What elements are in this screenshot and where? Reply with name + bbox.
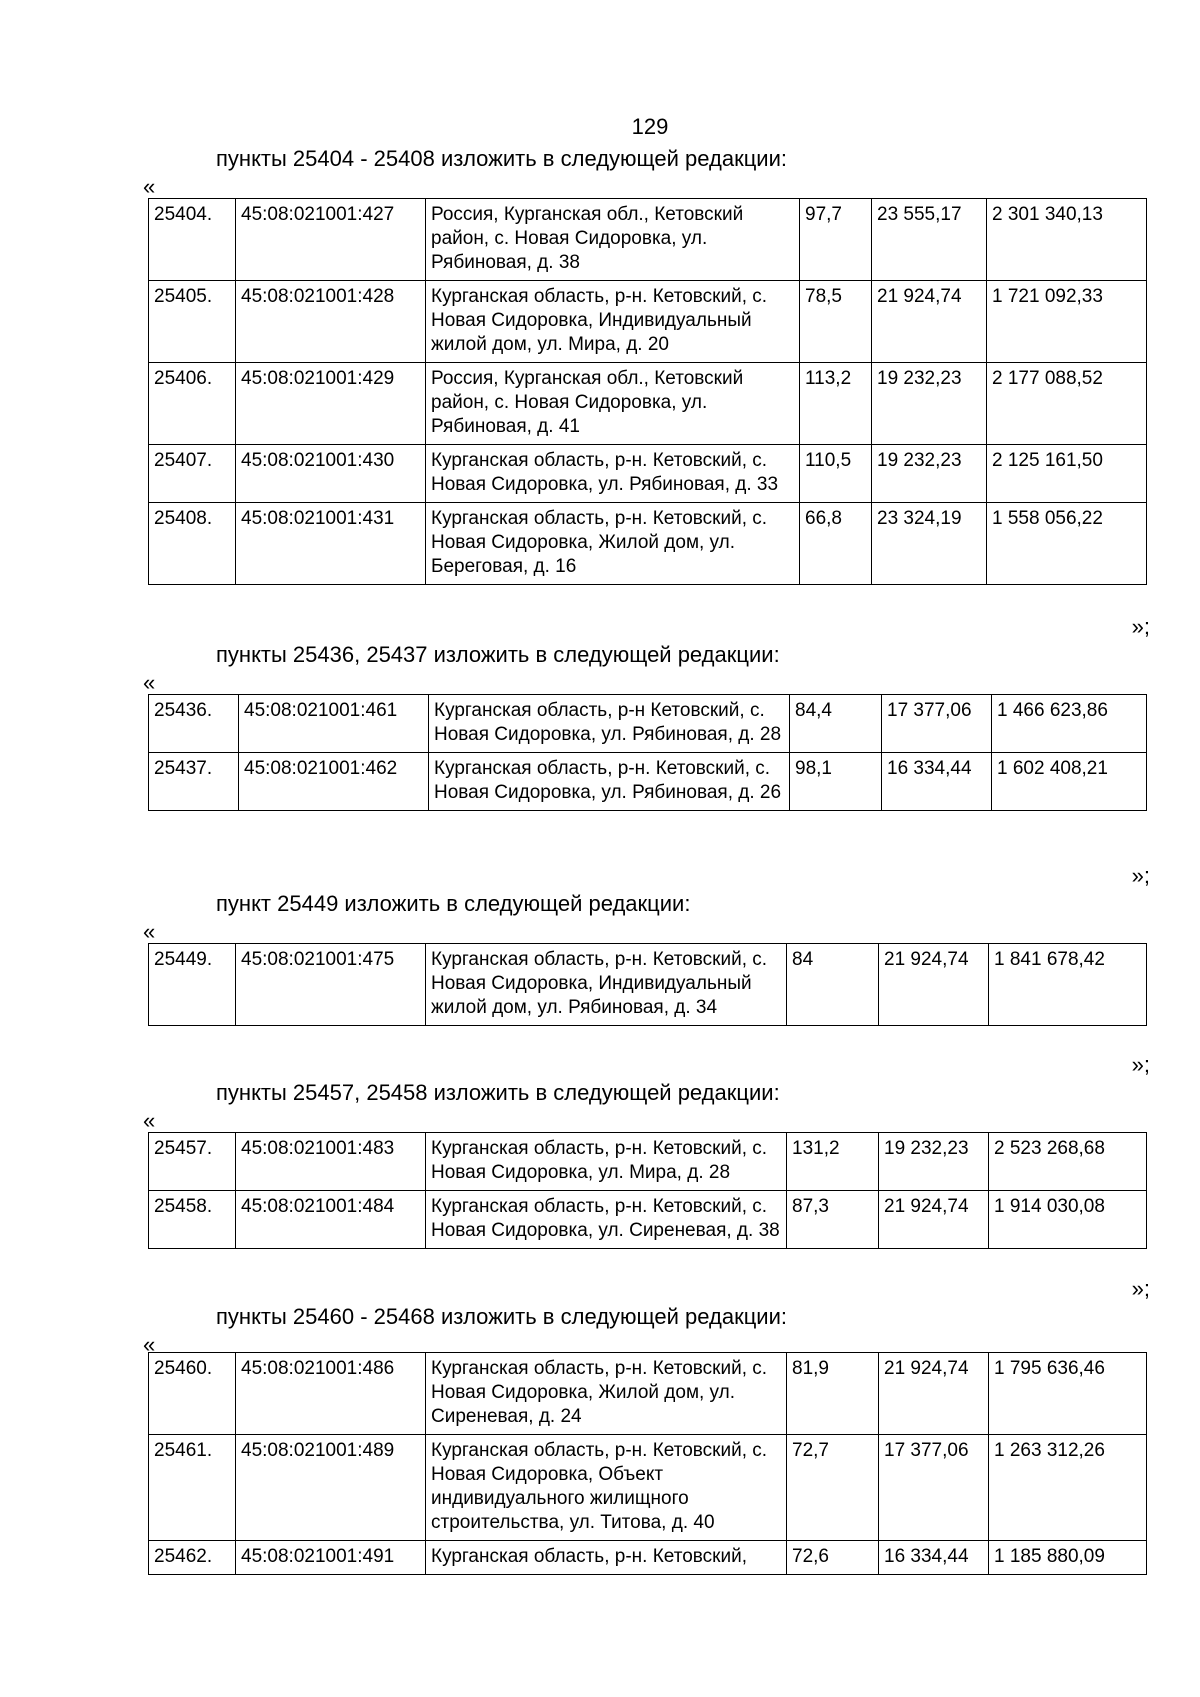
cadastral-number: 45:08:021001:428 — [236, 281, 426, 363]
area: 66,8 — [800, 503, 872, 585]
rate: 21 924,74 — [879, 1191, 989, 1249]
section-instruction: пункты 25436, 25437 изложить в следующей редакции: — [216, 642, 780, 667]
area: 72,7 — [787, 1435, 879, 1541]
area: 131,2 — [787, 1133, 879, 1191]
rate: 19 232,23 — [872, 363, 987, 445]
cadastral-number: 45:08:021001:483 — [236, 1133, 426, 1191]
amendment-table — [148, 1132, 1147, 1249]
opening-quote: « — [143, 1332, 156, 1357]
address: Курганская область, р-н. Кетовский, — [426, 1541, 787, 1575]
cadastral-value: 2 177 088,52 — [987, 363, 1147, 445]
item-number: 25405. — [149, 281, 236, 363]
table-row — [149, 199, 1147, 281]
area: 97,7 — [800, 199, 872, 281]
cadastral-number: 45:08:021001:484 — [236, 1191, 426, 1249]
cadastral-value: 1 558 056,22 — [987, 503, 1147, 585]
table-row — [149, 445, 1147, 503]
area: 110,5 — [800, 445, 872, 503]
rate: 23 555,17 — [872, 199, 987, 281]
area: 113,2 — [800, 363, 872, 445]
address: Россия, Курганская обл., Кетовский район, с. Новая Сидоровка, ул. Рябиновая, д. 38 — [426, 199, 800, 281]
cadastral-value: 2 125 161,50 — [987, 445, 1147, 503]
table-row — [149, 695, 1147, 753]
address: Курганская область, р-н Кетовский, с. Новая Сидоровка, ул. Рябиновая, д. 28 — [429, 695, 790, 753]
section-instruction: пункт 25449 изложить в следующей редакции: — [216, 891, 691, 916]
item-number: 25462. — [149, 1541, 236, 1575]
table-row — [149, 1541, 1147, 1575]
amendment-table — [148, 1352, 1147, 1575]
cadastral-number: 45:08:021001:486 — [236, 1353, 426, 1435]
item-number: 25457. — [149, 1133, 236, 1191]
cadastral-value: 1 185 880,09 — [989, 1541, 1147, 1575]
rate: 19 232,23 — [872, 445, 987, 503]
item-number: 25461. — [149, 1435, 236, 1541]
opening-quote: « — [143, 919, 156, 944]
cadastral-number: 45:08:021001:430 — [236, 445, 426, 503]
cadastral-number: 45:08:021001:475 — [236, 944, 426, 1026]
amendment-table — [148, 198, 1147, 585]
rate: 21 924,74 — [872, 281, 987, 363]
table-row — [149, 1353, 1147, 1435]
cadastral-number: 45:08:021001:429 — [236, 363, 426, 445]
table-row — [149, 1435, 1147, 1541]
closing-quote: »; — [1131, 1276, 1150, 1301]
cadastral-value: 2 301 340,13 — [987, 199, 1147, 281]
address: Курганская область, р-н. Кетовский, с. Новая Сидоровка, ул. Сиреневая, д. 38 — [426, 1191, 787, 1249]
rate: 17 377,06 — [879, 1435, 989, 1541]
area: 72,6 — [787, 1541, 879, 1575]
table-row — [149, 281, 1147, 363]
closing-quote: »; — [1131, 614, 1150, 639]
item-number: 25404. — [149, 199, 236, 281]
cadastral-value: 1 602 408,21 — [992, 753, 1147, 811]
table-row — [149, 503, 1147, 585]
address: Курганская область, р-н. Кетовский, с. Новая Сидоровка, Индивидуальный жилой дом, ул. Мира, д. 20 — [426, 281, 800, 363]
rate: 19 232,23 — [879, 1133, 989, 1191]
area: 81,9 — [787, 1353, 879, 1435]
cadastral-value: 1 795 636,46 — [989, 1353, 1147, 1435]
item-number: 25406. — [149, 363, 236, 445]
table-row — [149, 1191, 1147, 1249]
table-row — [149, 753, 1147, 811]
area: 84,4 — [790, 695, 882, 753]
address: Курганская область, р-н. Кетовский, с. Новая Сидоровка, Жилой дом, ул. Сиреневая, д. 24 — [426, 1353, 787, 1435]
cadastral-value: 1 263 312,26 — [989, 1435, 1147, 1541]
address: Курганская область, р-н. Кетовский, с. Новая Сидоровка, ул. Мира, д. 28 — [426, 1133, 787, 1191]
table-row — [149, 1133, 1147, 1191]
cadastral-value: 1 914 030,08 — [989, 1191, 1147, 1249]
rate: 23 324,19 — [872, 503, 987, 585]
cadastral-number: 45:08:021001:491 — [236, 1541, 426, 1575]
rate: 16 334,44 — [879, 1541, 989, 1575]
item-number: 25449. — [149, 944, 236, 1026]
item-number: 25458. — [149, 1191, 236, 1249]
cadastral-value: 2 523 268,68 — [989, 1133, 1147, 1191]
cadastral-value: 1 841 678,42 — [989, 944, 1147, 1026]
table-row — [149, 363, 1147, 445]
opening-quote: « — [143, 174, 156, 199]
cadastral-number: 45:08:021001:461 — [239, 695, 429, 753]
address: Россия, Курганская обл., Кетовский район, с. Новая Сидоровка, ул. Рябиновая, д. 41 — [426, 363, 800, 445]
area: 84 — [787, 944, 879, 1026]
section-instruction: пункты 25457, 25458 изложить в следующей редакции: — [216, 1080, 780, 1105]
item-number: 25408. — [149, 503, 236, 585]
cadastral-number: 45:08:021001:427 — [236, 199, 426, 281]
closing-quote: »; — [1131, 1052, 1150, 1077]
address: Курганская область, р-н. Кетовский, с. Новая Сидоровка, ул. Рябиновая, д. 26 — [429, 753, 790, 811]
rate: 17 377,06 — [882, 695, 992, 753]
amendment-table — [148, 694, 1147, 811]
table-row — [149, 944, 1147, 1026]
cadastral-number: 45:08:021001:431 — [236, 503, 426, 585]
rate: 21 924,74 — [879, 944, 989, 1026]
area: 98,1 — [790, 753, 882, 811]
address: Курганская область, р-н. Кетовский, с. Новая Сидоровка, Индивидуальный жилой дом, ул. Рябиновая, д. 34 — [426, 944, 787, 1026]
address: Курганская область, р-н. Кетовский, с. Новая Сидоровка, ул. Рябиновая, д. 33 — [426, 445, 800, 503]
opening-quote: « — [143, 1108, 156, 1133]
item-number: 25437. — [149, 753, 239, 811]
cadastral-number: 45:08:021001:489 — [236, 1435, 426, 1541]
section-instruction: пункты 25460 - 25468 изложить в следующей редакции: — [216, 1304, 788, 1329]
cadastral-value: 1 721 092,33 — [987, 281, 1147, 363]
address: Курганская область, р-н. Кетовский, с. Новая Сидоровка, Жилой дом, ул. Береговая, д. 16 — [426, 503, 800, 585]
page-number: 129 — [631, 114, 669, 139]
rate: 16 334,44 — [882, 753, 992, 811]
closing-quote: »; — [1131, 863, 1150, 888]
item-number: 25436. — [149, 695, 239, 753]
area: 87,3 — [787, 1191, 879, 1249]
opening-quote: « — [143, 670, 156, 695]
area: 78,5 — [800, 281, 872, 363]
section-instruction: пункты 25404 - 25408 изложить в следующей редакции: — [216, 146, 788, 171]
address: Курганская область, р-н. Кетовский, с. Новая Сидоровка, Объект индивидуального жилищного строительства, ул. Титова, д. 40 — [426, 1435, 787, 1541]
cadastral-value: 1 466 623,86 — [992, 695, 1147, 753]
item-number: 25407. — [149, 445, 236, 503]
amendment-table — [148, 943, 1147, 1026]
rate: 21 924,74 — [879, 1353, 989, 1435]
cadastral-number: 45:08:021001:462 — [239, 753, 429, 811]
item-number: 25460. — [149, 1353, 236, 1435]
